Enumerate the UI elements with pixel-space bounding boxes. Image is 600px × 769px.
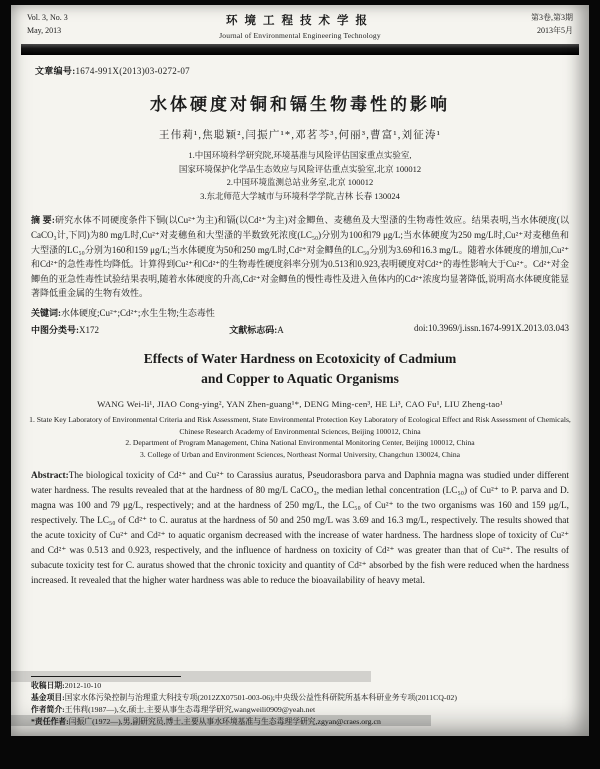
clc-item [31,323,99,336]
author-bio-label: 作者简介: [31,704,65,714]
header-right-block [455,12,573,38]
title-en-line2: and Copper to Aquatic Organisms [201,371,399,387]
clc-label: 中图分类号: [31,324,79,335]
issue-date-cn: 2013年5月 [537,25,573,35]
received-label: 收稿日期: [31,680,65,690]
volume-number-cn: 第3卷,第3期 [531,13,573,22]
affiliation-cn-line: 2.中国环境监测总站业务室,北京 100012 [226,177,374,188]
abstract-en [31,469,569,589]
keywords-line [31,306,569,319]
article-title-en [11,349,589,390]
authors-line-en: WANG Wei-li¹, JIAO Cong-ying², YAN Zhen-guang¹*, DENG Ming-cen³, HE Li³, CAO Fu¹, LIU Zheng-tao¹ [97,399,503,410]
funding-value: 国家水体污染控制与治理重大科技专项(2012ZX07501-003-06);中央级公益性科研院所基本科研业务专项(2011CQ-02) [64,692,457,702]
journal-header [11,5,589,40]
title-en-line1: Effects of Water Hardness on Ecotoxicity of Cadmium [143,350,457,366]
doi-text: doi:10.3969/j.issn.1674-991X.2013.03.043 [413,322,569,333]
corresponding-value: 闫振广(1972—),男,副研究员,博士,主要从事水环境基准与生态毒理学研究,zgyan@craes.org.cn [68,716,381,726]
funding-label: 基金项目: [31,692,65,702]
affiliation-en-line: 1. State Key Laboratory of Environmental Criteria and Risk Assessment, State Environmental Protection Key Laboratory of Ecological Effect and Risk Assessment of Chemicals, Chinese Research Academy of Environmental Sciences, Beijing 100012, China [29,415,571,436]
received-value: 2012-10-10 [64,680,102,690]
footnote-rule [31,676,181,677]
affiliations-en [29,414,571,460]
clc-value: X172 [79,324,99,335]
article-number-line [35,64,589,77]
affiliation-cn-line: 国家环境保护化学品生态效应与风险评估重点实验室,北京 100012 [178,163,422,174]
article-number-label: 文章编号: [35,66,76,76]
author-bio-value: 王伟莉(1987—),女,硕士,主要从事生态毒理学研究,wangweili0909@yeah.net [64,704,316,714]
doc-code-label: 文献标志码: [229,324,278,335]
header-left-block [27,12,145,38]
article-title-cn: 水体硬度对铜和镉生物毒性的影响 [150,95,450,114]
article-number-value: 1674-991X(2013)03-0272-07 [75,66,190,76]
classification-row [31,323,569,336]
abstract-label-en: Abstract: [31,470,69,481]
abstract-body-en: The biological toxicity of Cd²⁺ and Cu²⁺ to Carassius auratus, Pseudorasbora parva and Daphnia magna was studied under different water hardness. The results revealed that at the hardness of 80 mg/L CaCO₃, the median lethal concentration (LC₅₀) of Cu²⁺ to P. parva and D. magna was 100 and 79 μg/L, respectively; and at the hardness of 250 mg/L, the LC₅₀ of Cu²⁺ to the two organisms was 160 and 159 μg/L, respectively. The LC₅₀ of Cd²⁺ to C. auratus at the hardness of 50 and 250 mg/L was 3.69 and 16.3 mg/L, respectively. The results showed that the acute toxicity of Cu²⁺ and Cd²⁺ to aquatic organism decreased with the increase of water hardness. The hardness slope of toxicity of Cu²⁺ and Cd²⁺ was 0.513 and 0.923, respectively, and the influence of hardness on toxicity of Cd²⁺ was greater than that of Cu²⁺. The results of subacute toxicity test for C. auratus showed that the chronic toxicity and quantity of Cd²⁺ absorbed by the fish were reduced when the hardness increased. It revealed that the higher water hardness was able to reduce the bioavailability of heavy metal. [31,470,569,587]
header-rule-bar [21,44,579,55]
affiliation-cn-line: 3.东北师范大学城市与环境科学学院,吉林 长春 130024 [200,190,400,201]
affiliation-en-line: 3. College of Urban and Environment Sciences, Northeast Normal University, Changchun 130024, China [139,449,461,459]
footnotes-block [31,676,571,728]
received-date-line [31,680,571,692]
issue-date-en: May, 2013 [27,25,62,35]
scanned-paper-page [11,5,589,736]
affiliation-en-line: 2. Department of Program Management, China National Environmental Monitoring Center, Beijing 100012, China [125,438,475,448]
corresponding-author-line [31,716,571,728]
affiliation-cn-line: 1.中国环境科学研究院,环境基准与风险评估国家重点实验室, [188,150,412,160]
journal-title-en: Journal of Environmental Engineering Technology [219,31,381,40]
journal-title-cn: 环境工程技术学报 [226,15,374,27]
volume-number-en: Vol. 3, No. 3 [27,13,68,22]
affiliations-cn [11,149,589,203]
abstract-cn [31,213,569,300]
funding-line [31,692,571,704]
abstract-label-cn: 摘 要: [31,215,55,226]
authors-line-cn: 王伟莉¹,焦聪颖²,闫振广¹*,邓茗芩³,何丽³,曹富¹,刘征涛¹ [158,130,442,141]
corresponding-label: *责任作者: [31,716,69,726]
doc-code-value: A [277,324,284,335]
doc-code-item [229,323,284,336]
keywords-value: 水体硬度;Cu²⁺;Cd²⁺;水生生物;生态毒性 [61,307,215,318]
author-bio-line [31,704,571,716]
header-center-block [145,12,455,40]
keywords-label: 关键词: [31,307,61,318]
abstract-body-cn: 研究水体不同硬度条件下铜(以Cu²⁺为主)和镉(以Cd²⁺为主)对金鲫鱼、麦穗鱼及大型溞的生物毒性效应。结果表明,当水体硬度(以CaCO₃计,下同)为80 mg/L时,Cu²⁺对麦穗鱼和大型溞的半数致死浓度(LC₅₀)分别为100和79 μg/L;当水体硬度为250 mg/L时,Cu²⁺对麦穗鱼和大型溞的LC₅₀分别为160和159 μg/L;当水体硬度为50和250 mg/L时,Cd²⁺对金鲫鱼的LC₅₀分别为3.69和16.3 mg/L。随着水体硬度的增加,Cu²⁺和Cd²⁺的急性毒性均降低。计算得到Cu²⁺和Cd²⁺的生物毒性硬度斜率分别为0.513和0.923,表明硬度对Cd²⁺的毒性影响大于Cu²⁺。Cd²⁺对金鲫鱼的亚急性毒性试验结果表明,随着水体硬度的升高,Cd²⁺对金鲫鱼的慢性毒性及进入鱼体内的Cd²⁺浓度均显著降低,说明高水体硬度能显著降低重金属的生物有效性。 [31,215,569,299]
